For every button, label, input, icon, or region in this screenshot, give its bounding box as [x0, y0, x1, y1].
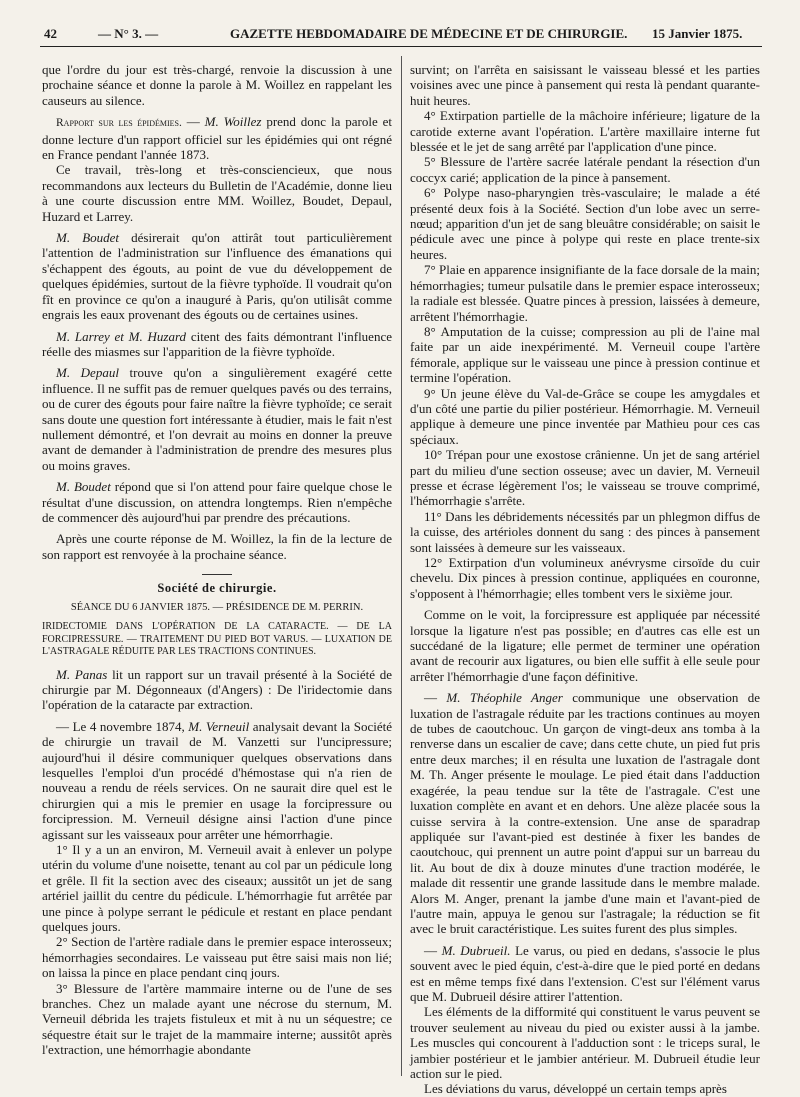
left-paragraph: 1° Il y a un an environ, M. Verneuil avait à enlever un polype utérin du volume d'une noisette, tenant au col par un pédicule long et grêle. Il fit la section avec des ciseaux; aussitôt un jet de sang artériel jaillit du centre du pédicule. L'hémorrhagie fut arrêtée par une pince à polype serrant le pédicule et restant en place pendant quelques jours.	[42, 841, 392, 934]
paragraph-text: répond que si l'on attend pour faire quelque chose le résultat d'une discussion, on attendra longtemps. Rien n'empêche de commencer dès aujourd'hui par prendre des précautions.	[42, 479, 393, 525]
right-paragraph: 7° Plaie en apparence insignifiante de la face dorsale de la main; hémorrhagies; tumeur pulsatile dans le premier espace interosseux; la radiale est blessée. Quatre pinces à pression, laissées à demeure, arrêtent l'hémorrhagie.	[410, 262, 760, 324]
right-paragraph	[410, 690, 760, 937]
right-paragraph: 10° Trépan pour une exostose crânienne. Un jet de sang artériel part du milieu d'une section osseuse; avec un davier, M. Verneuil presse et écrase légèrement l'os; le vaisseau se trouve comprimé, l'hémorrhagie s'arrête.	[410, 447, 760, 509]
left-paragraph: Ce travail, très-long et très-consciencieux, que nous recommandons aux lecteurs du Bulletin de l'Académie, donne lieu à une courte discussion entre MM. Woillez, Boudet, Depaul, Huzard et Larrey.	[42, 162, 392, 224]
left-paragraph: que l'ordre du jour est très-chargé, renvoie la discussion à une prochaine séance et donne la parole à M. Woillez en rappelant les causeurs au silence.	[42, 62, 392, 108]
right-paragraph: 8° Amputation de la cuisse; compression au pli de l'aine mal faite par un aide inexpérimenté. M. Verneuil coupe l'artère fémorale, applique sur le vaisseau une pince à pression continue et termine l'opération.	[410, 323, 760, 386]
speaker-name: M. Théophile Anger	[446, 690, 563, 706]
column-divider	[401, 56, 402, 1076]
left-paragraph	[42, 329, 392, 360]
left-column	[42, 62, 392, 1058]
section-title: Société de chirurgie.	[42, 574, 392, 596]
right-paragraph: 4° Extirpation partielle de la mâchoire inférieure; ligature de la carotide externe avant l'opération. L'artère maxillaire interne fut blessée et le jet de sang arrêté par l'application d'une pince.	[410, 108, 760, 155]
speaker-name: M. Depaul	[56, 365, 119, 381]
rubric-label: Rapport sur les épidémies.	[56, 117, 182, 130]
session-line: SÉANCE DU 6 JANVIER 1875. — PRÉSIDENCE DE M. PERRIN.	[70, 601, 364, 613]
speaker-name: M. Larrey et M. Huzard	[56, 328, 187, 344]
speaker-name: M. Boudet	[56, 230, 120, 246]
paragraph-lead: — Le 4 novembre 1874,	[56, 718, 189, 734]
left-paragraph: Après une courte réponse de M. Woillez, la fin de la lecture de son rapport est renvoyée à la prochaine séance.	[42, 531, 392, 562]
speaker-name: M. Verneuil	[188, 718, 250, 734]
right-paragraph: 11° Dans les débridements nécessités par un phlegmon diffus de la cuisse, des artérioles donnent du sang : des pinces à pansement sont laissées à demeure sur les vaisseaux.	[410, 508, 760, 555]
paragraph-text: Le varus, ou pied en dedans, s'associe le plus souvent avec le pied équin, c'est-à-dire que le pied porté en dedans est en même temps fixé dans l'extension. C'est sur l'élément varus que M. Dubrueil désire attirer l'attention.	[410, 942, 760, 1004]
issue-number: — N° 3. —	[98, 26, 159, 41]
paragraph-text: prend donc la parole et donne lecture d'un rapport officiel sur les épidémies qui ont régné en France pendant l'année 1873.	[42, 114, 392, 163]
left-paragraph	[42, 667, 392, 713]
paragraph-text: communique une observation de luxation de l'astragale réduite par les tractions continues au moyen de tubes de caoutchouc. Un garçon de vingt-deux ans tomba à la renverse dans un escalier de cave; dans cette chute, un pied fut pris entre deux marches; il en résulta une luxation de l'astragale dont M. Th. Anger présente le moulage. Le pied était dans l'adduction exagérée, la peau tendue sur la tête de l'astragale. C'est une luxation complète en avant et en dehors. Une alèze placée sous la cuisse servira à la contre-extension. Une anse de sparadrap appliquée sur l'avant-pied est destinée à fixer les bandes de caoutchouc, qui prennent un autre point d'appui sur un barreau du lit. Au bout de dix à douze minutes d'une traction modérée, le malade dit ressentir une grande lassitude dans le membre malade. Alors M. Anger, prenant la jambe d'une main et l'avant-pied de l'autre main, appuya le genou sur l'astragale; la réduction se fit avec le bruit caractéristique. Les suites furent des plus simples.	[410, 690, 761, 937]
issue-date: 15 Janvier 1875.	[652, 26, 743, 41]
header-rule	[40, 46, 762, 47]
right-paragraph: Comme on le voit, la forcipressure est appliquée par nécessité lorsque la ligature n'est pas possible; en d'autres cas elle est un succédané de la ligature; elle permet de terminer une opération avant de recourir aux ligatures, ou bien elle suffit à elle seule pour arrêter l'hémorrhagie d'une façon définitive.	[410, 607, 760, 684]
right-paragraph: 12° Extirpation d'un volumineux anévrysme cirsoïde du cuir chevelu. Dix pinces à pression continue, appliquées en couronne, s'opposent à l'hémorrhagie; elles tombent vers le sixième jour.	[410, 555, 760, 601]
speaker-name: M. Panas	[56, 666, 108, 682]
paragraph-lead: —	[424, 942, 442, 958]
right-paragraph: survint; on l'arrêta en saisissant le vaisseau blessé et les parties voisines avec une pince à pansement qui resta là pendant quarante-huit heures.	[410, 62, 760, 108]
paragraph-text: désirerait qu'on attirât tout particulièrement l'attention de l'administration sur l'influence des émanations qui s'échappent des égouts, au point de vue du développement de quelques épidémies, surtout de la fièvre typhoïde. Il voudrait qu'on fît en province ce qu'on a inauguré à Paris, qu'on utilisât comme engrais les eaux provenant des égouts ou de certaines usines.	[42, 230, 392, 323]
right-paragraph: Les éléments de la difformité qui constituent le varus peuvent se trouver seulement au niveau du pied ou exister aussi à la jambe. Les muscles qui concourent à l'adduction sont : le triceps sural, le jambier postérieur et le jambier antérieur. M. Dubrueil étudie leur action sur le pied.	[410, 1004, 760, 1081]
right-paragraph: Les déviations du varus, développé un certain temps après	[424, 1081, 727, 1097]
right-paragraph: 6° Polype naso-pharyngien très-vasculaire; le malade a été présenté deux fois à la Société. Section d'un lobe avec un serre-nœud; apparition d'un jet de sang bleuâtre considérable; on saisit le pédicule avec une pince à polype qui reste en place trente-six heures.	[410, 185, 760, 262]
right-paragraph: 5° Blessure de l'artère sacrée latérale pendant la résection d'un coccyx carié; application de la pince à pansement.	[410, 154, 760, 185]
right-paragraph: 9° Un jeune élève du Val-de-Grâce se coupe les amygdales et d'un côté une partie du pilier postérieur. Hémorrhagie. M. Verneuil applique à demeure une pince inventée par Mathieu pour ces cas spéciaux.	[410, 385, 760, 447]
left-paragraph: 2° Section de l'artère radiale dans le premier espace interosseux; hémorrhagies secondaires. Le vaisseau put être saisi mais non lié; on laissa la pince en place pendant cinq jours.	[42, 934, 392, 981]
paragraph-text: citent des faits démontrant l'influence réelle des miasmes sur l'apparition de la fièvre typhoïde.	[42, 328, 392, 359]
left-paragraph	[42, 479, 392, 525]
paragraph-text: trouve qu'on a singulièrement exagéré cette influence. Il ne suffit pas de remuer quelques pavés ou des terrains, ou de curer des égouts pour faire naître la fièvre typhoïde; ce serait sans doute une question fort intéressante à étudier, mais le fait n'est nullement démontré, et l'on devrait au moins en donner la preuve avant de demander à l'administration de prendre des mesures plus ou moins graves.	[42, 365, 392, 473]
journal-title: GAZETTE HEBDOMADAIRE DE MÉDECINE ET DE CHIRURGIE.	[230, 26, 628, 41]
left-paragraph	[42, 719, 392, 842]
speaker-name: M. Dubrueil.	[441, 942, 511, 958]
left-paragraph	[42, 365, 392, 473]
right-column	[410, 62, 760, 1097]
page-header	[40, 22, 762, 44]
left-paragraph: Rapport sur les épidémies. — M. Woillez prend donc la parole et donne lecture d'un rapport officiel sur les épidémies qui ont régné en France pendant l'année 1873.	[42, 114, 392, 163]
speaker-name: M. Woillez	[204, 114, 262, 130]
right-paragraph	[410, 943, 760, 1005]
paragraph-text: lit un rapport sur un travail présenté à la Société de chirurgie par M. Dégonneaux (d'Angers) : De l'iridectomie dans l'opération de la cataracte par extraction.	[42, 666, 392, 713]
speaker-name: M. Boudet	[56, 479, 111, 495]
paragraph-text: analysait devant la Société de chirurgie un travail de M. Vanzetti sur l'uncipressure; aujourd'hui il désire communiquer quelques observations dans lesquelles l'emploi d'un procédé d'hémostase qui n'a rien de nouveau a rendu de réels services. On ne saurait dire quel est le chirurgien qui a mis le premier en usage la forcipressure ou forcipression. M. Verneuil désigne ainsi l'action d'une pince agissant sur les vaisseaux pour arrêter une hémorrhagie.	[42, 718, 392, 842]
left-paragraph	[42, 230, 392, 322]
paragraph-lead: —	[424, 690, 447, 706]
session-summary: IRIDECTOMIE DANS L'OPÉRATION DE LA CATARACTE. — DE LA FORCIPRESSURE. — TRAITEMENT DU PIED BOT VARUS. — LUXATION DE L'ASTRAGALE RÉDUITE PAR LES TRACTIONS CONTINUES.	[42, 621, 392, 657]
left-paragraph: 3° Blessure de l'artère mammaire interne ou de l'une de ses branches. Chez un malade ayant une nécrose du sternum, M. Verneuil débrida les trajets fistuleux et mit à nu un séquestre; ce séquestre était sur le trajet de la mammaire interne; aussitôt après l'extraction, une hémorrhagie abondante	[42, 980, 392, 1058]
page-number: 42	[44, 26, 57, 41]
